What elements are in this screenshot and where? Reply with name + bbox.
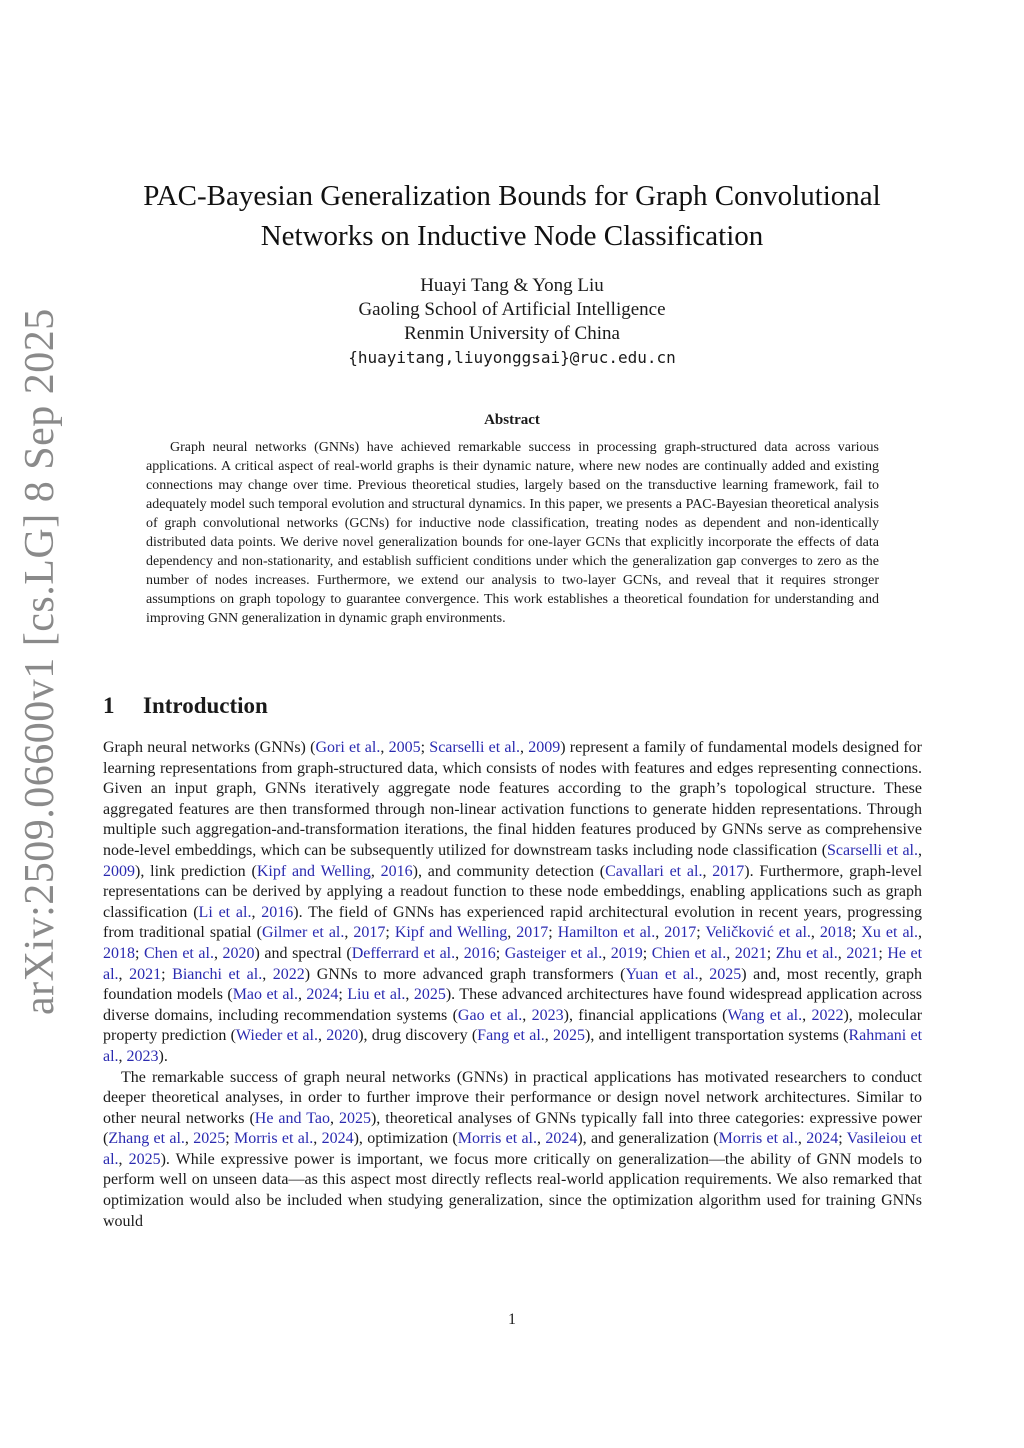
paragraph-text: , [837, 944, 847, 962]
paragraph-text: ; [338, 986, 348, 1004]
citation-link[interactable]: 2009 [103, 862, 135, 880]
paragraph-text: , [544, 1027, 554, 1045]
section-title: Introduction [143, 693, 268, 718]
citation-link[interactable]: 2021 [129, 965, 162, 983]
citation-link[interactable]: Wieder et al. [235, 1027, 318, 1045]
citation-link[interactable]: Morris et al. [234, 1130, 314, 1148]
paragraph-text: , [118, 1150, 129, 1168]
paragraph-text: ; [420, 739, 430, 756]
citation-link[interactable]: 2025 [193, 1130, 226, 1148]
citation-link[interactable]: 2024 [321, 1130, 354, 1148]
paragraph-text: ; [548, 924, 558, 942]
paragraph-text: ; [878, 944, 888, 962]
paragraph-text: , [702, 862, 713, 880]
paragraph-text: , [317, 1027, 327, 1045]
paragraph-text: ). [158, 1047, 168, 1065]
page-number: 1 [508, 1311, 516, 1328]
citation-link[interactable]: 2016 [261, 903, 294, 921]
paragraph-text: ), molecular property prediction ( [103, 1006, 923, 1045]
citation-link[interactable]: Gori et al. [315, 739, 381, 756]
citation-link[interactable]: Yuan et al. [625, 965, 699, 983]
paragraph-text: , [118, 1047, 127, 1065]
citation-link[interactable]: Scarselli et al. [429, 739, 520, 756]
citation-link[interactable]: Gilmer et al. [261, 924, 345, 942]
paragraph-text: , [262, 965, 273, 983]
citation-link[interactable]: 2022 [272, 965, 305, 983]
paragraph-text: ; [385, 924, 395, 942]
citation-link[interactable]: Kipf and Welling [256, 862, 371, 880]
citation-link[interactable]: 2017 [712, 862, 745, 880]
citation-link[interactable]: Gao et al. [457, 1006, 523, 1024]
paragraph-text: , [802, 1006, 812, 1024]
paragraph-text: , [797, 1130, 807, 1148]
citation-link[interactable]: Bianchi et al. [172, 965, 263, 983]
paragraph-text: , [380, 739, 389, 756]
title-line-1: PAC-Bayesian Generalization Bounds for Graph Convolutional [143, 180, 881, 212]
paragraph-text: ), and intelligent transportation systems ( [585, 1027, 849, 1045]
paragraph-text: ; [766, 944, 776, 962]
paragraph-text: ; [838, 1130, 847, 1148]
citation-link[interactable]: Zhang et al. [108, 1130, 185, 1148]
citation-link[interactable]: 2022 [811, 1006, 844, 1024]
paragraph-text: ; [851, 924, 862, 942]
citation-link[interactable]: 2024 [545, 1130, 578, 1148]
citation-link[interactable]: Vasileiou et al. [103, 1130, 923, 1168]
citation-link[interactable]: Zhu et al. [775, 944, 838, 962]
paragraph-text: Graph neural networks (GNNs) ( [103, 739, 316, 756]
citation-link[interactable]: 2018 [103, 944, 135, 962]
citation-link[interactable]: 2023 [126, 1047, 159, 1065]
citation-link[interactable]: 2024 [806, 1130, 839, 1148]
citation-link[interactable]: 2025 [338, 1109, 371, 1127]
citation-link[interactable]: Wang et al. [727, 1006, 803, 1024]
citation-link[interactable]: Chien et al. [651, 944, 727, 962]
citation-link[interactable]: Xu et al. [861, 924, 918, 942]
citation-link[interactable]: Morris et al. [457, 1130, 537, 1148]
paragraph-text: , [602, 944, 611, 962]
citation-link[interactable]: 2021 [734, 944, 767, 962]
paragraph-text: , [655, 924, 665, 942]
citation-link[interactable]: 2009 [528, 739, 561, 756]
citation-link[interactable]: 2020 [222, 944, 255, 962]
paragraph-text: ; [696, 924, 706, 942]
paragraph-text: , [698, 965, 710, 983]
author-block [100, 274, 924, 370]
citation-link[interactable]: 2023 [531, 1006, 564, 1024]
author-names: Huayi Tang & Yong Liu [420, 275, 604, 296]
citation-link[interactable]: Scarselli et al. [827, 841, 919, 859]
paragraph-text: ; [161, 965, 173, 983]
paragraph [103, 738, 922, 1068]
paragraph-text: ), optimization ( [353, 1130, 458, 1148]
citation-link[interactable]: Li et al. [198, 903, 252, 921]
paragraph-text: , [297, 986, 307, 1004]
paragraph-text: ). These advanced architectures have found widespread application across diverse domains, including recommendation systems ( [103, 986, 923, 1024]
arxiv-identifier[interactable]: arXiv:2509.06600v1 [cs.LG] 8 Sep 2025 [17, 308, 63, 1015]
citation-link[interactable]: Fang et al. [477, 1027, 545, 1045]
abstract-heading: Abstract [484, 412, 540, 428]
paragraph-text: , [329, 1109, 339, 1127]
citation-link[interactable]: Morris et al. [718, 1130, 798, 1148]
section-heading [103, 693, 268, 719]
paragraph-text: , [519, 739, 529, 756]
citation-link[interactable]: 2024 [306, 986, 339, 1004]
paragraph-text: , [213, 944, 223, 962]
affiliation-university: Renmin University of China [404, 323, 620, 344]
abstract-text: Graph neural networks (GNNs) have achieved remarkable success in processing graph-structured data across various applications. A critical aspect of real-world graphs is their dynamic nature, where new nodes are continually added and existing connections may change over time. Previous theoretical studies, largely based on the transductive learning framework, fail to adequately model such temporal evolution and structural dynamics. In this paper, we presents a PAC-Bayesian theoretical analysis of graph convolutional networks (GCNs) for inductive node classification, treating nodes as dependent and non-identically distributed data points. We derive novel generalization bounds for one-layer GCNs that explicitly incorporate the effects of data dependency and non-stationarity, and establish sufficient conditions under which the generalization gap converges to zero as the number of nodes increases. Furthermore, we extend our analysis to two-layer GCNs, and reveal that it requires stronger assumptions on graph topology to guarantee convergence. This work establishes a theoretical foundation for understanding and improving GNN generalization in dynamic graph environments. [146, 440, 879, 626]
paragraph-text: The remarkable success of graph neural networks (GNNs) in practical applications has motivated researchers to conduct deeper theoretical analyses, in order to further improve their performance or design novel network architectures. Similar to other neural networks ( [103, 1068, 922, 1127]
paper-title [100, 176, 924, 256]
affiliation-school: Gaoling School of Artificial Intelligence [358, 299, 666, 320]
citation-link[interactable]: Veličković et al. [705, 924, 811, 942]
paragraph-text: , [251, 903, 262, 921]
citation-link[interactable]: 2025 [553, 1027, 586, 1045]
paragraph-text: ; [642, 944, 652, 962]
paragraph-text: , [313, 1130, 322, 1148]
paragraph-text: , [405, 986, 414, 1004]
paragraph-text: , [918, 841, 923, 859]
paragraph-text: ) and spectral ( [254, 944, 352, 962]
citation-link[interactable]: 2017 [664, 924, 697, 942]
paragraph-text: , [184, 1130, 194, 1148]
paragraph-text: ). While expressive power is important, we focus more critically on generalization—the ability of GNN models to perform well on unseen data—as this aspect most directly reflects real-world application requirements. We also remarked that optimization would also be included when studying generalization, since the optimization algorithm used for training GNNs would [103, 1150, 923, 1230]
paragraph-text: ; [135, 944, 144, 962]
paragraph-text: ), theoretical analyses of GNNs typically fall into three categories: expressive power ( [103, 1109, 923, 1148]
paragraph-text: ), link prediction ( [135, 862, 257, 880]
citation-link[interactable]: Rahmani et al. [103, 1027, 923, 1065]
paragraph [103, 1068, 922, 1233]
citation-link[interactable]: 2025 [413, 986, 446, 1004]
paragraph-text: , [918, 924, 922, 942]
paragraph-text: , [537, 1130, 546, 1148]
paragraph-text: ) GNNs to more advanced graph transformers ( [304, 965, 626, 983]
citation-link[interactable]: Gasteiger et al. [504, 944, 603, 962]
paragraph-text: ). Furthermore, graph-level representations can be derived by applying a readout function to these node embeddings, enabling applications such as graph classification ( [103, 862, 923, 921]
citation-link[interactable]: Liu et al. [347, 986, 406, 1004]
citation-link[interactable]: Mao et al. [232, 986, 298, 1004]
paragraph-text: , [344, 924, 354, 942]
citation-link[interactable]: He et al. [103, 944, 923, 983]
citation-link[interactable]: 2021 [846, 944, 879, 962]
citation-link[interactable]: 2018 [819, 924, 852, 942]
paragraph-text: ), and generalization ( [577, 1130, 719, 1148]
citation-link[interactable]: 2025 [128, 1150, 161, 1168]
paragraph-text: , [810, 924, 820, 942]
citation-link[interactable]: Cavallari et al. [605, 862, 703, 880]
citation-link[interactable]: 2017 [353, 924, 386, 942]
citation-link[interactable]: 2005 [388, 739, 421, 756]
citation-link[interactable]: Chen et al. [144, 944, 214, 962]
paragraph-text: , [522, 1006, 532, 1024]
citation-link[interactable]: 2017 [516, 924, 549, 942]
paragraph-text: ; [495, 944, 505, 962]
citation-link[interactable]: 2025 [709, 965, 742, 983]
paragraph-text: ). The field of GNNs has experienced rapid architectural evolution in recent years, progressing from traditional spatial ( [103, 903, 922, 942]
paragraph-text: , [507, 924, 517, 942]
citation-link[interactable]: Defferrard et al. [351, 944, 456, 962]
paragraph-text: ) represent a family of fundamental models designed for learning representations from graph-structured data, which consists of nodes with features and edges representing connections. Given an input graph, GNNs iteratively aggregate node features according to the graph’s topological structure. These aggregated features are then transformed through non-linear activation functions to generate hidden representations. Through multiple such aggregation-and-transformation iterations, the final hidden features produced by GNNs serve as comprehensive node-level embeddings, which can be subsequently utilized for downstream tasks including node classification ( [103, 739, 923, 859]
citation-link[interactable]: 2016 [463, 944, 496, 962]
citation-link[interactable]: 2016 [380, 862, 413, 880]
author-email: {huayitang,liuyonggsai}@ruc.edu.cn [348, 348, 676, 367]
paragraph-text: ) and, most recently, graph foundation models ( [103, 965, 923, 1004]
citation-link[interactable]: Hamilton et al. [557, 924, 656, 942]
paragraph-text: , [118, 965, 130, 983]
paragraph-text: , [726, 944, 735, 962]
citation-link[interactable]: He and Tao [254, 1109, 330, 1127]
paragraph-text: ), and community detection ( [412, 862, 606, 880]
title-line-2: Networks on Inductive Node Classification [260, 220, 764, 252]
citation-link[interactable]: Kipf and Welling [394, 924, 508, 942]
introduction-body [103, 738, 922, 1232]
citation-link[interactable]: 2019 [610, 944, 643, 962]
paragraph-text: ; [225, 1130, 234, 1148]
paragraph-text: , [370, 862, 381, 880]
citation-link[interactable]: 2020 [326, 1027, 359, 1045]
paragraph-text: , [455, 944, 464, 962]
paragraph-text: ), drug discovery ( [358, 1027, 478, 1045]
section-number: 1 [103, 693, 115, 718]
paragraph-text: ), financial applications ( [563, 1006, 728, 1024]
